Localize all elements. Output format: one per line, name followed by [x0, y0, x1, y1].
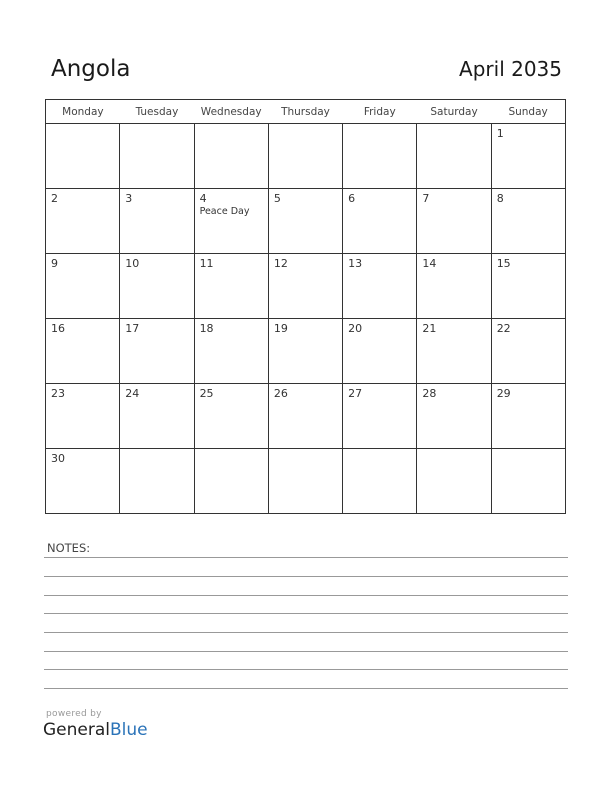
- day-cell: [46, 449, 120, 514]
- day-number: [417, 449, 490, 452]
- day-cell: [194, 124, 268, 189]
- day-cell: [46, 319, 120, 384]
- country-title: Angola: [51, 56, 131, 82]
- day-cell: [417, 189, 491, 254]
- day-number: 11: [199, 257, 214, 270]
- day-number: 21: [422, 322, 437, 335]
- day-number: 4: [199, 192, 207, 205]
- day-cell: [417, 124, 491, 189]
- day-cell: [491, 254, 565, 319]
- day-cell: [194, 319, 268, 384]
- note-line: [44, 632, 568, 633]
- weekday-header: Wednesday: [194, 100, 268, 124]
- day-cell: [194, 384, 268, 449]
- day-number: 14: [422, 257, 437, 270]
- day-cell: [120, 124, 194, 189]
- day-cell: [268, 384, 342, 449]
- weekday-header: Thursday: [268, 100, 342, 124]
- day-cell: [194, 189, 268, 254]
- week-row: [46, 254, 566, 319]
- day-cell: [343, 189, 417, 254]
- day-number: 13: [348, 257, 363, 270]
- day-cell: [268, 319, 342, 384]
- day-cell: [343, 124, 417, 189]
- weekday-header-row: [46, 100, 566, 124]
- weekday-header: Friday: [343, 100, 417, 124]
- day-cell: [268, 124, 342, 189]
- note-line: [44, 557, 568, 558]
- day-number: 27: [348, 387, 363, 400]
- day-cell: [120, 384, 194, 449]
- day-number: 18: [199, 322, 214, 335]
- day-cell: [417, 254, 491, 319]
- day-cell: [268, 254, 342, 319]
- day-number: [269, 449, 342, 452]
- week-row: [46, 319, 566, 384]
- day-cell: [417, 319, 491, 384]
- day-cell: [417, 384, 491, 449]
- generalblue-logo[interactable]: [43, 720, 148, 740]
- day-number: 1: [496, 127, 504, 140]
- day-cell: [46, 384, 120, 449]
- day-number: [46, 124, 119, 127]
- day-number: 23: [51, 387, 65, 400]
- day-number: 16: [51, 322, 65, 335]
- day-number: [492, 449, 565, 452]
- note-line: [44, 669, 568, 670]
- weekday-header: Saturday: [417, 100, 491, 124]
- logo-blue-text: Blue: [110, 720, 148, 740]
- day-cell: [343, 449, 417, 514]
- day-cell: [343, 384, 417, 449]
- week-row: [46, 384, 566, 449]
- day-number: 25: [199, 387, 214, 400]
- week-row: [46, 124, 566, 189]
- day-number: [417, 124, 490, 127]
- day-number: [195, 449, 268, 452]
- day-number: 26: [273, 387, 288, 400]
- day-number: 28: [422, 387, 437, 400]
- day-cell: [268, 449, 342, 514]
- day-number: [120, 124, 193, 127]
- day-cell: [46, 189, 120, 254]
- note-line: [44, 595, 568, 596]
- day-number: 30: [51, 452, 65, 465]
- day-number: 7: [422, 192, 430, 205]
- day-number: [343, 124, 416, 127]
- day-cell: [120, 449, 194, 514]
- logo-general-text: General: [43, 720, 110, 740]
- weekday-header: Sunday: [491, 100, 565, 124]
- day-number: 20: [348, 322, 363, 335]
- day-number: 2: [51, 192, 58, 205]
- day-number: 6: [348, 192, 356, 205]
- note-line: [44, 651, 568, 652]
- month-year-title: April 2035: [459, 57, 562, 81]
- day-number: 29: [496, 387, 511, 400]
- day-cell: [343, 254, 417, 319]
- day-number: 22: [496, 322, 511, 335]
- day-number: [343, 449, 416, 452]
- day-number: [195, 124, 268, 127]
- day-number: 5: [273, 192, 281, 205]
- holiday-label: Peace Day: [199, 206, 250, 217]
- note-line: [44, 688, 568, 689]
- day-cell: [120, 254, 194, 319]
- week-row: [46, 449, 566, 514]
- day-number: 17: [125, 322, 140, 335]
- powered-by-text: powered by: [46, 709, 102, 719]
- note-line: [44, 613, 568, 614]
- weekday-header: Monday: [46, 100, 120, 124]
- calendar-grid: [45, 99, 566, 514]
- note-line: [44, 576, 568, 577]
- day-cell: [268, 189, 342, 254]
- day-number: [269, 124, 342, 127]
- notes-label: NOTES:: [47, 541, 91, 555]
- day-number: 8: [496, 192, 504, 205]
- day-cell: [491, 189, 565, 254]
- day-cell: [120, 189, 194, 254]
- day-cell: [417, 449, 491, 514]
- day-cell: [491, 124, 565, 189]
- day-number: 24: [125, 387, 140, 400]
- day-number: 10: [125, 257, 140, 270]
- day-cell: [46, 124, 120, 189]
- day-number: 9: [51, 257, 58, 270]
- day-number: [120, 449, 193, 452]
- day-cell: [46, 254, 120, 319]
- weekday-header: Tuesday: [120, 100, 194, 124]
- day-cell: [491, 319, 565, 384]
- day-cell: [194, 254, 268, 319]
- day-cell: [491, 449, 565, 514]
- day-cell: [194, 449, 268, 514]
- day-number: 3: [125, 192, 133, 205]
- day-number: 15: [496, 257, 511, 270]
- day-cell: [491, 384, 565, 449]
- day-cell: [120, 319, 194, 384]
- week-row: [46, 189, 566, 254]
- day-cell: [343, 319, 417, 384]
- day-number: 19: [273, 322, 288, 335]
- day-number: 12: [273, 257, 288, 270]
